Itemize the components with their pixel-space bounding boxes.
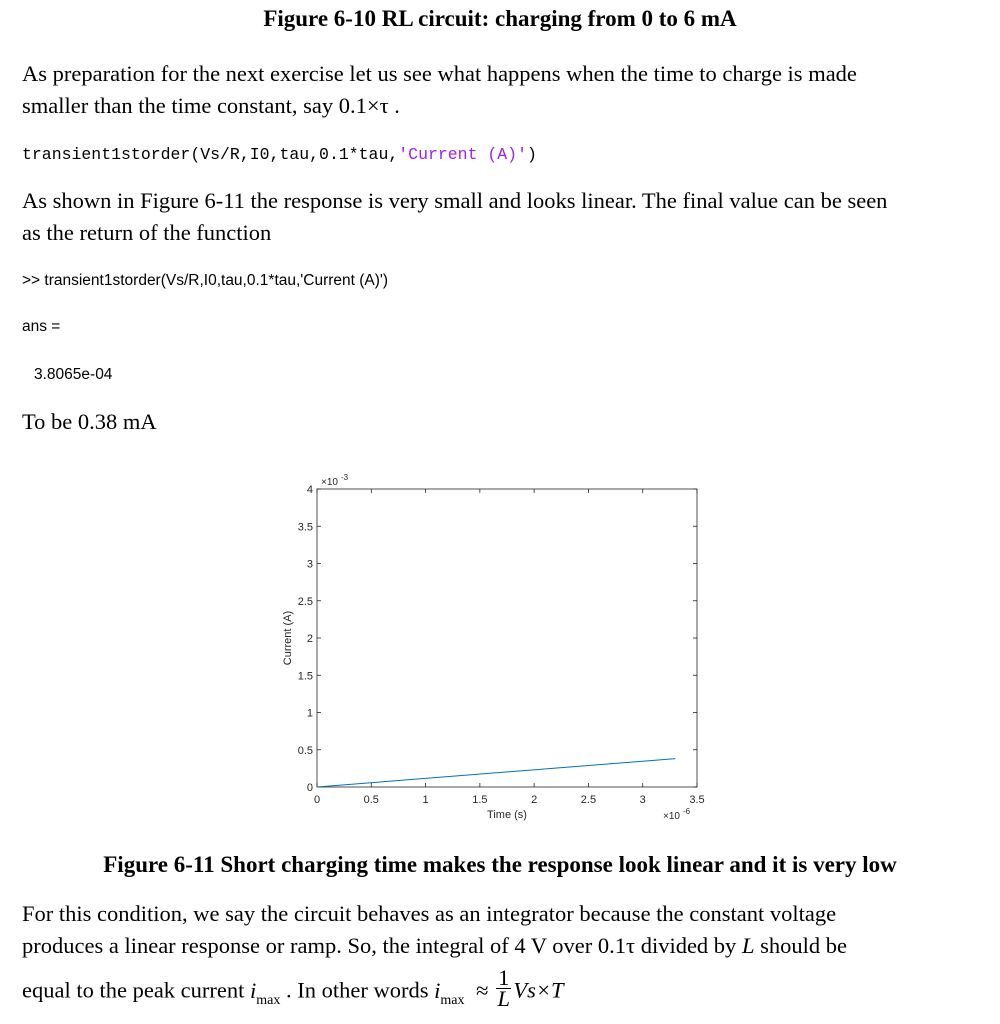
y-tick-label: 4	[306, 484, 313, 496]
y-tick-label: 3	[306, 558, 313, 571]
shown-line-2: as the return of the function	[22, 220, 272, 245]
i-max-symbol-2	[434, 977, 465, 1008]
y-axis-multiplier: ×10	[321, 477, 338, 488]
intro-line-1: As preparation for the next exercise let us see what happens when the time to charge is made	[22, 61, 857, 86]
console-command: >> transient1storder(Vs/R,I0,tau,0.1*tau,'Current (A)')	[22, 272, 389, 289]
figure-6-11-caption: Figure 6-11 Short charging time makes the response look linear and it is very low	[103, 852, 897, 877]
console-ans-label: ans =	[22, 318, 61, 335]
shown-line-1: As shown in Figure 6-11 the response is very small and looks linear. The final value can be seen	[22, 188, 888, 213]
x-axis-label: Time (s)	[487, 809, 527, 821]
integrator-line-2-mid: divided by	[635, 933, 742, 958]
i-subscript-2: max	[440, 992, 465, 1008]
x-tick-label: 2	[531, 794, 538, 806]
tau-expression-2: 0.1τ	[597, 933, 636, 958]
console-ans-value: 3.8065e-04	[34, 366, 113, 383]
integrator-line-2-end: should be	[754, 933, 847, 958]
integrator-line-3-text: equal to the peak current	[22, 977, 251, 1003]
current-chart	[240, 468, 720, 838]
y-tick-label: 1	[306, 707, 313, 720]
x-tick-label: 3	[639, 794, 646, 806]
y-tick-label: 0.5	[297, 744, 313, 757]
code-prefix: transient1storder(Vs/R,I0,tau,0.1*tau,	[22, 145, 399, 164]
code-line	[22, 145, 537, 164]
x-tick-label: 0	[313, 794, 321, 806]
approx-symbol: ≈	[476, 977, 489, 1003]
integrator-line-3-mid: . In other words	[280, 977, 435, 1003]
fraction-denominator: L	[497, 986, 510, 1011]
x-tick-label: 3.5	[689, 794, 705, 806]
y-tick-label: 2.5	[297, 595, 313, 608]
formula-tail: Vs×T	[513, 977, 564, 1003]
intro-paragraph	[22, 58, 982, 122]
integrator-line-1: For this condition, we say the circuit behaves as an integrator because the constant voltage	[22, 901, 837, 926]
fraction-numerator: 1	[498, 965, 510, 990]
i-max-symbol	[250, 977, 281, 1008]
tau-expression: 0.1×τ	[338, 93, 389, 118]
result-text: To be 0.38 mA	[22, 409, 157, 434]
integrator-line-2	[22, 930, 982, 962]
figure-6-10-caption: Figure 6-10 RL circuit: charging from 0 to 6 mA	[263, 6, 737, 31]
intro-line-2	[22, 90, 982, 122]
i-variable: i	[250, 977, 257, 1003]
code-suffix: )	[527, 145, 537, 164]
x-axis-exponent: -6	[683, 807, 691, 816]
x-axis-multiplier: ×10	[663, 811, 680, 822]
y-tick-label: 3.5	[297, 521, 313, 534]
integrator-line-3	[22, 965, 982, 1013]
shown-paragraph	[22, 185, 982, 249]
y-tick-label: 1.5	[297, 670, 313, 683]
x-tick-label: 1	[422, 794, 429, 806]
integrator-paragraph	[22, 898, 982, 1013]
intro-line-2-end: .	[388, 93, 400, 118]
y-axis-exponent: -3	[341, 473, 349, 482]
plot-area	[317, 489, 697, 787]
y-tick-label: 0	[306, 782, 313, 794]
y-tick-label: 2	[306, 633, 313, 645]
x-tick-label: 1.5	[472, 794, 488, 806]
fraction-1-over-L	[496, 965, 511, 1011]
integrator-line-2-text: produces a linear response or ramp. So, the integral of 4 V over	[22, 933, 598, 958]
code-string-arg: 'Current (A)'	[398, 145, 527, 164]
x-tick-label: 2.5	[580, 794, 597, 806]
intro-line-2-text: smaller than the time constant, say	[22, 93, 339, 118]
inductance-symbol: L	[741, 933, 755, 958]
i-subscript: max	[256, 992, 281, 1008]
i-variable-2: i	[434, 977, 441, 1003]
x-tick-label: 0.5	[363, 794, 379, 806]
y-axis-label: Current (A)	[282, 610, 294, 666]
